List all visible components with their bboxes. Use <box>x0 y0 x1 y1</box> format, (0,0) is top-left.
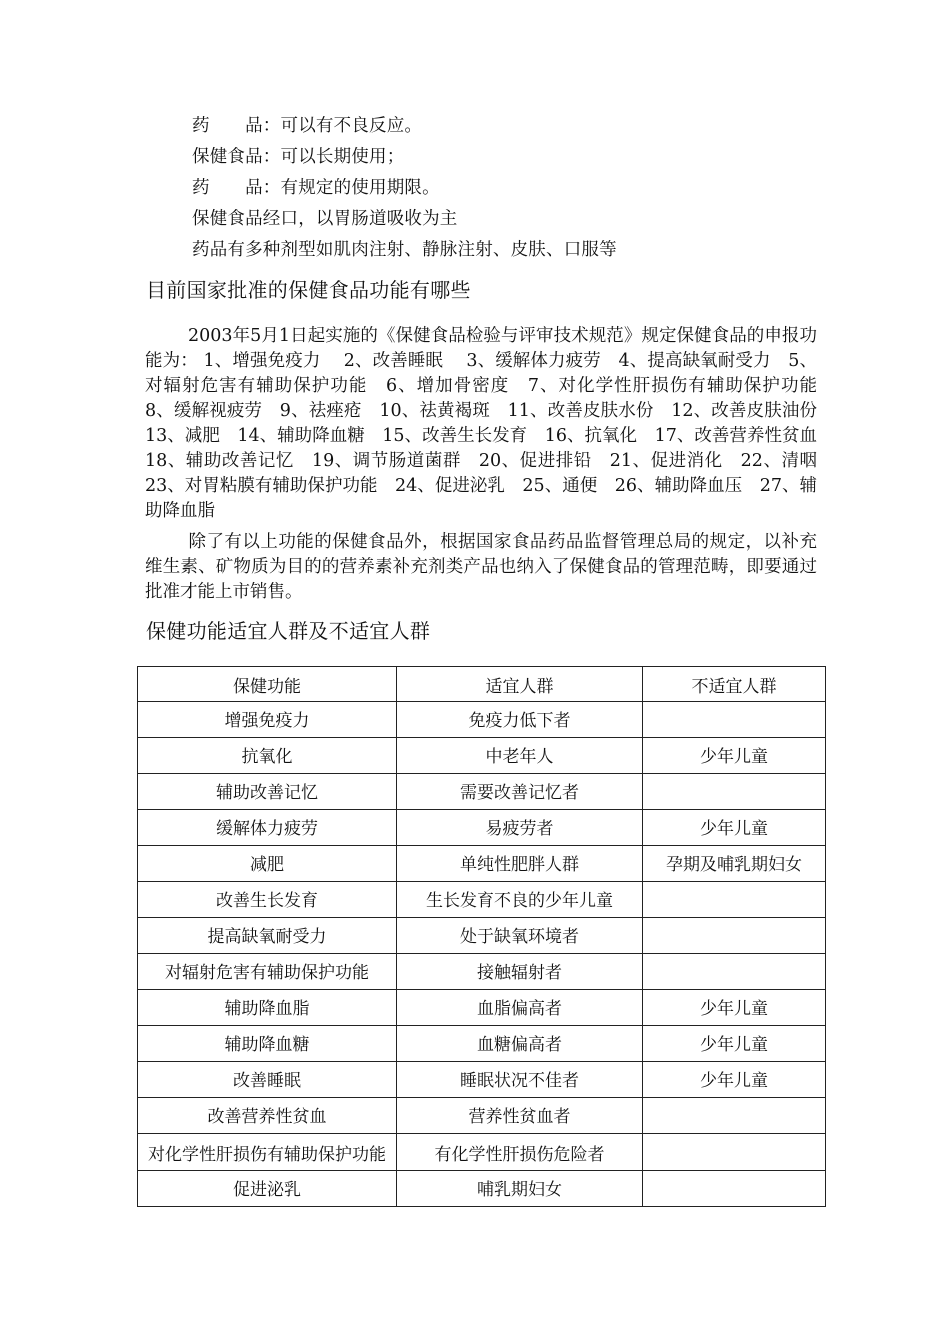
cell-unsuitable <box>643 918 826 954</box>
cell-suitable: 生长发育不良的少年儿童 <box>397 882 643 918</box>
functions-paragraph-text: 2003年5月1日起实施的《保健食品检验与评审技术规范》规定保健食品的申报功能为： 1、增强免疫力 2、改善睡眠 3、缓解体力疲劳 4、提高缺氧耐受力 5、对辐射危害有辅助保护功能 6、增加骨密度 7、对化学性肝损伤有辅助保护功能 8、缓解视疲劳 9、祛痤疮 10、祛黄褐斑 11、改善皮肤水份 12、改善皮肤油份 13、减肥 14、辅助降血糖 15、改善生长发育 16、抗氧化 17、改善营养性贫血 18、辅助改善记忆 19、调节肠道菌群 20、促进排铅 21、促进消化 22、清咽 23、对胃粘膜有辅助保护功能 24、促进泌乳 25、通便 26、辅助降血压 27、辅助降血脂 <box>145 326 835 521</box>
table-row <box>138 954 826 990</box>
cell-function: 改善营养性贫血 <box>138 1098 397 1134</box>
supplement-paragraph <box>145 530 817 605</box>
table-row <box>138 702 826 738</box>
compare-line: 药 品：有规定的使用期限。 <box>192 178 440 198</box>
compare-line: 药 品：可以有不良反应。 <box>192 116 423 136</box>
table-row <box>138 1098 826 1134</box>
table-row <box>138 810 826 846</box>
cell-unsuitable: 少年儿童 <box>643 1026 826 1062</box>
table-row <box>138 1134 826 1171</box>
cell-function: 改善生长发育 <box>138 882 397 918</box>
table-row <box>138 738 826 774</box>
health-function-table <box>137 666 826 1207</box>
table-row <box>138 918 826 954</box>
cell-unsuitable <box>643 882 826 918</box>
cell-unsuitable: 少年儿童 <box>643 810 826 846</box>
cell-suitable: 营养性贫血者 <box>397 1098 643 1134</box>
cell-unsuitable <box>643 1134 826 1171</box>
cell-function: 辅助降血糖 <box>138 1026 397 1062</box>
table-row <box>138 882 826 918</box>
header-function: 保健功能 <box>138 667 397 702</box>
cell-unsuitable: 少年儿童 <box>643 1062 826 1098</box>
cell-function: 辅助降血脂 <box>138 990 397 1026</box>
cell-suitable: 血脂偏高者 <box>397 990 643 1026</box>
compare-line: 保健食品：可以长期使用； <box>192 147 405 167</box>
cell-function: 抗氧化 <box>138 738 397 774</box>
table-row <box>138 1062 826 1098</box>
cell-function: 辅助改善记忆 <box>138 774 397 810</box>
cell-unsuitable <box>643 1171 826 1207</box>
cell-unsuitable <box>643 1098 826 1134</box>
cell-unsuitable <box>643 702 826 738</box>
cell-function: 对化学性肝损伤有辅助保护功能 <box>138 1134 397 1171</box>
cell-suitable: 处于缺氧环境者 <box>397 918 643 954</box>
table-row <box>138 1171 826 1207</box>
header-unsuitable: 不适宜人群 <box>643 667 826 702</box>
cell-unsuitable <box>643 954 826 990</box>
cell-function: 促进泌乳 <box>138 1171 397 1207</box>
section-heading-population: 保健功能适宜人群及不适宜人群 <box>146 619 431 643</box>
cell-suitable: 睡眠状况不佳者 <box>397 1062 643 1098</box>
cell-function: 减肥 <box>138 846 397 882</box>
cell-unsuitable: 少年儿童 <box>643 738 826 774</box>
table-row <box>138 846 826 882</box>
cell-function: 增强免疫力 <box>138 702 397 738</box>
cell-function: 改善睡眠 <box>138 1062 397 1098</box>
cell-suitable: 有化学性肝损伤危险者 <box>397 1134 643 1171</box>
cell-unsuitable <box>643 774 826 810</box>
cell-function: 提高缺氧耐受力 <box>138 918 397 954</box>
cell-suitable: 哺乳期妇女 <box>397 1171 643 1207</box>
table-row <box>138 1026 826 1062</box>
cell-suitable: 接触辐射者 <box>397 954 643 990</box>
functions-paragraph <box>145 324 835 524</box>
cell-suitable: 中老年人 <box>397 738 643 774</box>
supplement-paragraph-text: 除了有以上功能的保健食品外，根据国家食品药品监督管理总局的规定，以补充维生素、矿物质为目的的营养素补充剂类产品也纳入了保健食品的管理范畴，即要通过批准才能上市销售。 <box>145 532 817 602</box>
cell-suitable: 易疲劳者 <box>397 810 643 846</box>
header-suitable: 适宜人群 <box>397 667 643 702</box>
cell-suitable: 单纯性肥胖人群 <box>397 846 643 882</box>
cell-suitable: 需要改善记忆者 <box>397 774 643 810</box>
table-row <box>138 774 826 810</box>
compare-line: 药品有多种剂型如肌肉注射、静脉注射、皮肤、口服等 <box>192 240 617 260</box>
cell-suitable: 免疫力低下者 <box>397 702 643 738</box>
cell-function: 缓解体力疲劳 <box>138 810 397 846</box>
cell-function: 对辐射危害有辅助保护功能 <box>138 954 397 990</box>
cell-suitable: 血糖偏高者 <box>397 1026 643 1062</box>
compare-line: 保健食品经口，以胃肠道吸收为主 <box>192 209 458 229</box>
table-row <box>138 990 826 1026</box>
cell-unsuitable: 孕期及哺乳期妇女 <box>643 846 826 882</box>
section-heading-functions: 目前国家批准的保健食品功能有哪些 <box>146 278 471 302</box>
cell-unsuitable: 少年儿童 <box>643 990 826 1026</box>
table-header-row <box>138 667 826 702</box>
